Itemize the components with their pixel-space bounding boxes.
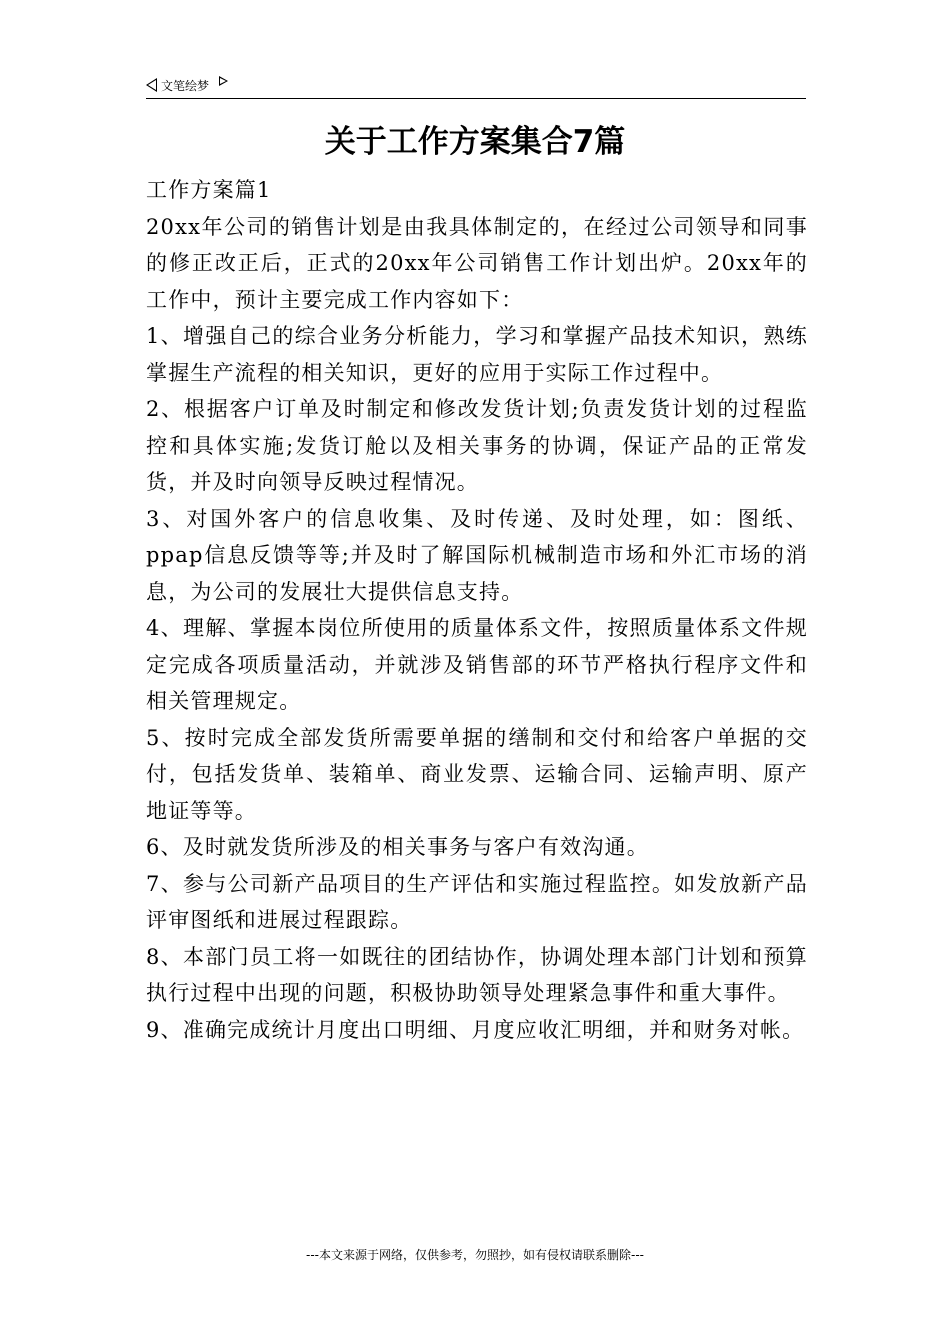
document-body [146,172,808,1048]
paragraph-item-9: 9、准确完成统计月度出口明细、月度应收汇明细，并和财务对帐。 [146,1017,805,1042]
left-triangle-icon [146,78,157,92]
page-footer: ---本文来源于网络，仅供参考，勿照抄，如有侵权请联系删除--- [306,1248,644,1262]
section-heading: 工作方案篇1 [146,178,272,202]
paragraph-item-3: 3、对国外客户的信息收集、及时传递、及时处理，如：图纸、ppap信息反馈等等;并及时了解国际机械制造市场和外汇市场的消息，为公司的发展壮大提供信息支持。 [146,506,808,604]
page-header [146,72,806,99]
paragraph-item-1: 1、增强自己的综合业务分析能力，学习和掌握产品技术知识，熟练掌握生产流程的相关知识，更好的应用于实际工作过程中。 [146,324,808,385]
paragraph-intro: 20xx年公司的销售计划是由我具体制定的，在经过公司领导和同事的修正改正后，正式的20xx年公司销售工作计划出炉。20xx年的工作中，预计主要完成工作内容如下： [146,214,808,312]
paragraph-item-5: 5、按时完成全部发货所需要单据的缮制和交付和给客户单据的交付，包括发货单、装箱单、商业发票、运输合同、运输声明、原产地证等等。 [146,725,808,823]
right-triangle-icon [219,76,228,86]
paragraph-item-7: 7、参与公司新产品项目的生产评估和实施过程监控。如发放新产品评审图纸和进展过程跟踪。 [146,871,808,932]
paragraph-item-4: 4、理解、掌握本岗位所使用的质量体系文件，按照质量体系文件规定完成各项质量活动，并就涉及销售部的环节严格执行程序文件和相关管理规定。 [146,616,808,713]
header-brand: 文笔绘梦 [161,78,210,93]
paragraph-item-8: 8、本部门员工将一如既往的团结协作，协调处理本部门计划和预算执行过程中出现的问题，积极协助领导处理紧急事件和重大事件。 [146,944,808,1005]
document-title: 关于工作方案集合7篇 [324,124,626,160]
paragraph-item-2: 2、根据客户订单及时制定和修改发货计划;负责发货计划的过程监控和具体实施;发货订舱以及相关事务的协调，保证产品的正常发货，并及时向领导反映过程情况。 [146,397,808,494]
paragraph-item-6: 6、及时就发货所涉及的相关事务与客户有效沟通。 [146,835,649,859]
